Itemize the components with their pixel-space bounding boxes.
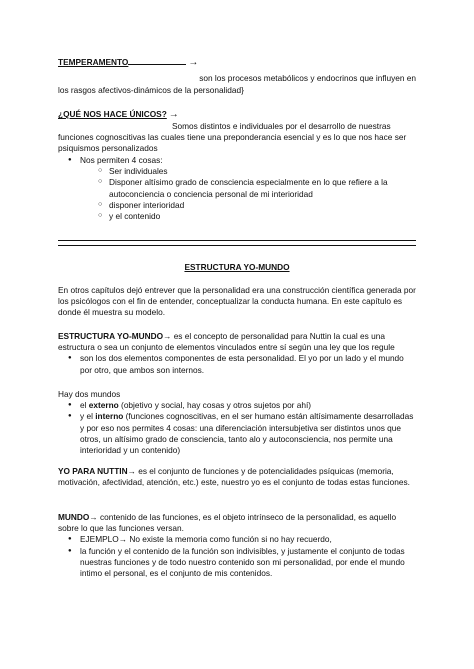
arrow-icon: → bbox=[168, 109, 179, 120]
mundos-block bbox=[58, 389, 418, 456]
sub-list-item: ○ Disponer altísimo grado de consciencia especialmente en lo que refiere a la autoconciencia o conciencia personal de mi interioridad bbox=[58, 177, 418, 199]
estructura-definition bbox=[58, 331, 418, 376]
unicos-title: ¿QUÉ NOS HACE ÚNICOS? bbox=[58, 109, 167, 119]
sub-list-item: ○ Ser individuales bbox=[58, 166, 418, 177]
arrow-icon: → bbox=[89, 512, 98, 522]
item-text: (funciones cognoscitivas, en el ser humano están altísimamente desarrolladas y por eso nos permites 4 cosas: una diferenciación intersubjetiva ser distintos unos que otros, un altísimo grado de consciencia, tanto alo y autoconsciencia, nos permite una interioridad y un contenido) bbox=[80, 411, 414, 455]
arrow-icon: → bbox=[127, 466, 136, 476]
section-title: ESTRUCTURA YO-MUNDO bbox=[184, 262, 290, 272]
unicos-intro: Somos distintos e individuales por el desarrollo de nuestras funciones cognoscitivas las cuales tiene una preponderancia esencial y es lo que nos hace ser psiquismos personalizados bbox=[58, 121, 407, 154]
temperamento-text-line1: son los procesos metabólicos y endocrinos que influyen en bbox=[199, 73, 416, 83]
item-term: externo bbox=[88, 400, 119, 411]
list-item: ● Nos permiten 4 cosas: bbox=[58, 155, 418, 166]
list-item: ● EJEMPLO→ No existe la memoria como función si no hay recuerdo, bbox=[58, 534, 418, 545]
definition-text: contenido de las funciones, es el objeto intrínseco de la personalidad, es aquello sobre lo que las funciones versan. bbox=[58, 512, 397, 534]
definition-text: es el concepto de personalidad para Nuttin la cual es una estructura o sea un conjunto de elementos vinculados entre sí según una ley que los regule bbox=[58, 331, 395, 353]
arrow-icon: → bbox=[163, 331, 172, 341]
unicos-list bbox=[58, 155, 418, 222]
mundo-definition bbox=[58, 512, 418, 579]
definition-term: ESTRUCTURA YO-MUNDO bbox=[58, 331, 164, 341]
temperamento-text-line2: los rasgos afectivos-dinámicos de la personalidad} bbox=[58, 85, 244, 95]
item-text: (objetivo y social, hay cosas y otros sujetos por ahí) bbox=[118, 400, 312, 411]
section-divider bbox=[58, 240, 416, 246]
sub-list-item: ○ y el contenido bbox=[58, 211, 418, 222]
blank-line bbox=[128, 64, 186, 65]
sub-list-item: ○ disponer interioridad bbox=[58, 200, 418, 211]
item-term: interno bbox=[95, 411, 124, 422]
estructura-intro: En otros capítulos dejó entrever que la personalidad era una construcción científica generada por los psicólogos con el fin de entender, conceptualizar la conducta humana. En este capítulo es donde él muestra su modelo. bbox=[58, 285, 416, 318]
temperamento-title: TEMPERAMENTO bbox=[58, 57, 129, 67]
definition-term: MUNDO bbox=[58, 512, 90, 522]
item-prefix: el bbox=[80, 400, 89, 411]
arrow-icon: → bbox=[188, 57, 199, 68]
list-item: ● son los dos elementos componentes de esta personalidad. El yo por un lado y el mundo por otro, que ambos son internos. bbox=[58, 353, 418, 375]
mundos-heading: Hay dos mundos bbox=[58, 389, 121, 399]
list-item bbox=[58, 411, 418, 456]
yo-definition bbox=[58, 466, 418, 488]
unicos-heading-line bbox=[58, 108, 418, 122]
definition-term: YO PARA NUTTIN bbox=[58, 466, 128, 476]
item-prefix: y el bbox=[80, 411, 96, 422]
list-item bbox=[58, 400, 418, 411]
definition-text: es el conjunto de funciones y de potencialidades psíquicas (memoria, motivación, afectividad, atención, etc.) este, nuestro yo es el conjunto de todas estas funciones. bbox=[58, 466, 410, 488]
temperamento-heading-line bbox=[58, 56, 418, 70]
list-item: ● la función y el contenido de la función son indivisibles, y justamente el conjunto de todas nuestras funciones y de todo nuestro contenido son mi personalidad, por ende el mundo intimo el personal, es el conjunto de mis contenidos. bbox=[58, 546, 418, 580]
